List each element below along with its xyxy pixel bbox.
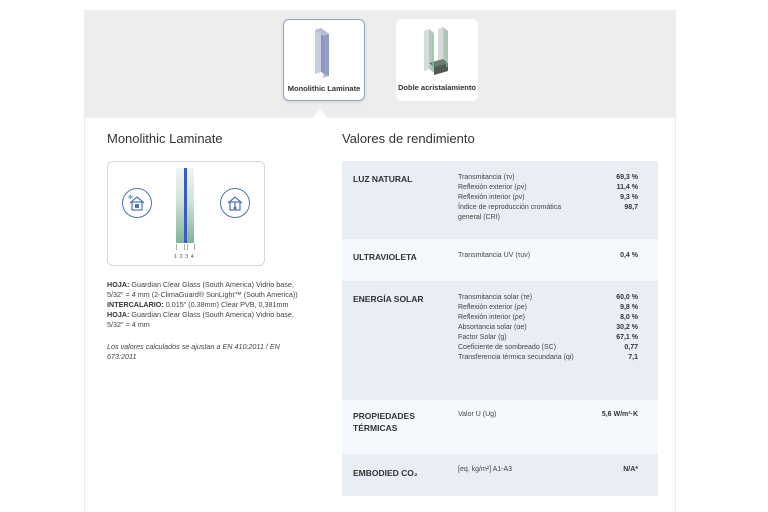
metric-row: Transmitancia UV (τuv) 0,4 % [458, 252, 638, 259]
tab-label: Monolithic Laminate [287, 84, 361, 93]
glass-cross-section [176, 168, 194, 243]
section-category: ULTRAVIOLETA [353, 252, 417, 262]
glass-title: Monolithic Laminate [107, 131, 223, 146]
metric-row: Transmitancia (τv) 69,3 % [458, 174, 638, 181]
metric-row: [eq. kg/m²] A1-A3 N/A* [458, 466, 638, 473]
surface-labels: 1 2 3 4 [174, 254, 195, 260]
glass-configurator-panel [84, 10, 676, 512]
section-category: ENERGÍA SOLAR [353, 294, 424, 304]
tab-label: Doble acristalamiento [398, 83, 476, 92]
composition-line: HOJA: Guardian Clear Glass (South America) Vidrio base, 5/32" = 4 mm (2-ClimaGuard® SunLight™ (South America)) [107, 280, 298, 299]
tab-monolithic-laminate[interactable] [283, 19, 365, 101]
section-embodied-co2 [342, 454, 658, 496]
tab-doble-acristalamiento[interactable] [396, 19, 478, 101]
section-category: LUZ NATURAL [353, 174, 413, 184]
standards-note: Los valores calculados se ajustan a EN 410:2011 / EN 673:2011 [107, 342, 280, 361]
house-snow-icon [122, 188, 152, 218]
metric-row: Transferencia térmica secundaria (qi) 7,1 [458, 354, 638, 361]
section-ultravioleta [342, 239, 658, 281]
section-luz-natural [342, 161, 658, 239]
metric-row: Transmitancia solar (τe) 60,0 % [458, 294, 638, 301]
metric-row: Reflexión exterior (ρv) 11,4 % [458, 184, 638, 191]
glass-diagram [107, 161, 265, 266]
metric-row: Coeficiente de sombreado (SC) 0,77 [458, 344, 638, 351]
metric-row: Factor Solar (g) 67,1 % [458, 334, 638, 341]
double-glazing-icon [412, 25, 462, 77]
interlayer-line [184, 168, 187, 243]
section-category: EMBODIED CO₂ [353, 468, 418, 478]
metric-row: Reflexión interior (ρv) 9,3 % [458, 194, 638, 201]
active-tab-pointer [312, 110, 328, 118]
metric-row: Absortancia solar (αe) 30,2 % [458, 324, 638, 331]
svg-text:✻: ✻ [128, 195, 134, 201]
section-category: PROPIEDADES TÉRMICAS [353, 411, 415, 433]
laminate-glass-icon [299, 26, 349, 78]
glass-composition [107, 280, 312, 330]
composition-line: INTERCALARIO: 0.015" (0.38mm) Clear PVB, 0,381mm [107, 300, 289, 309]
metric-row: Reflexión interior (ρe) 8,0 % [458, 314, 638, 321]
glass-type-tabs [85, 10, 675, 118]
house-thermometer-icon [220, 188, 250, 218]
metric-row: Reflexión exterior (ρe) 9,8 % [458, 304, 638, 311]
performance-table [342, 161, 658, 496]
section-energia-solar [342, 281, 658, 400]
composition-line: HOJA: Guardian Clear Glass (South America) Vidrio base, 5/32" = 4 mm [107, 310, 294, 329]
section-propiedades-termicas [342, 400, 658, 454]
metric-row: Valor U (Ug) 5,6 W/m²·K [458, 411, 638, 418]
performance-title: Valores de rendimiento [342, 131, 475, 146]
metric-row: Índice de reproducción cromática general (CRI) 98,7 [458, 204, 638, 221]
